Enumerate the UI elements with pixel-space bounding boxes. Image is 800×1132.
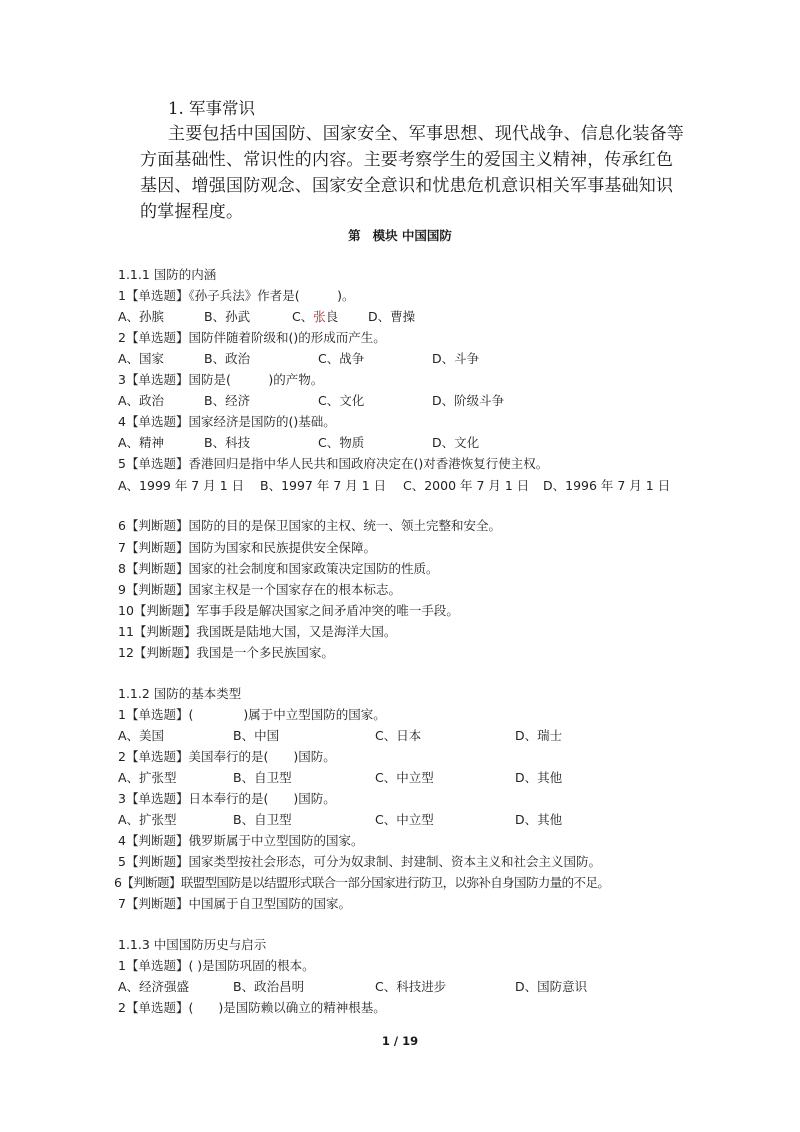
option-d: D、斗争 [432,351,480,366]
option-a: A、美国 [118,728,165,743]
judgment-question: 5【判断题】国家类型按社会形态，可分为奴隶制、封建制、资本主义和社会主义国防。 [118,854,601,869]
section-heading: 1.1.1 国防的内涵 [118,267,217,282]
judgment-question: 4【判断题】俄罗斯属于中立型国防的国家。 [118,833,364,848]
option-c: C、战争 [318,351,365,366]
option-b: B、政治 [204,351,251,366]
section-heading: 1.1.2 国防的基本类型 [118,686,242,701]
question-text: 3【单选题】日本奉行的是( )国防。 [118,791,336,806]
question-text: 3【单选题】国防是( )的产物。 [118,372,324,387]
question-text: 4【单选题】国家经济是国防的()基础。 [118,414,336,429]
option-c [292,307,338,327]
option-a: A、1999 年 7 月 1 日 [118,478,245,493]
module-title-prefix: 第 [348,228,361,243]
judgment-question: 6【判断题】国防的目的是保卫国家的主权、统一、领土完整和安全。 [118,518,501,533]
option-c-rest: 良 [325,309,339,324]
option-b: B、中国 [233,728,280,743]
option-a: A、扩张型 [118,770,177,785]
section-title: 1. 军事常识 [168,99,255,118]
option-d: D、阶级斗争 [432,393,505,408]
judgment-question: 9【判断题】国家主权是一个国家存在的根本标志。 [118,582,401,597]
judgment-question: 11【判断题】我国既是陆地大国，又是海洋大国。 [118,624,397,639]
question-text: 2【单选题】美国奉行的是( )国防。 [118,749,336,764]
option-c: C、日本 [375,728,422,743]
page-number: 1 / 19 [381,1034,419,1048]
option-c: C、文化 [318,393,365,408]
option-c: C、中立型 [375,770,434,785]
question-text: 5【单选题】香港回归是指中华人民共和国政府决定在()对香港恢复行使主权。 [118,456,549,471]
option-d: D、其他 [515,770,563,785]
question-text: 2【单选题】国防伴随着阶级和()的形成而产生。 [118,330,386,345]
question-text: 1【单选题】《孙子兵法》作者是( )。 [118,288,355,303]
judgment-question: 6【判断题】联盟型国防是以结盟形式联合一部分国家进行防卫，以弥补自身国防力量的不足。 [114,875,610,890]
module-title-suffix: 模块 中国国防 [372,228,452,243]
judgment-question: 7【判断题】国防为国家和民族提供安全保障。 [118,540,376,555]
question-text: 1【单选题】( )是国防巩固的根本。 [118,958,315,973]
option-d: D、国防意识 [515,979,588,994]
option-d: D、其他 [515,812,563,827]
section-heading: 1.1.3 中国国防历史与启示 [118,937,267,952]
option-a: A、扩张型 [118,812,177,827]
judgment-question: 7【判断题】中国属于自卫型国防的国家。 [118,896,351,911]
module-title [0,226,800,244]
option-b: B、自卫型 [233,812,292,827]
question-text: 2【单选题】( )是国防赖以确立的精神根基。 [118,1000,386,1015]
judgment-question: 12【判断题】我国是一个多民族国家。 [118,645,334,660]
option-a: A、孙膑 [118,309,165,324]
option-c: C、2000 年 7 月 1 日 [403,478,530,493]
question-text: 1【单选题】( )属于中立型国防的国家。 [118,707,386,722]
option-b: B、1997 年 7 月 1 日 [260,478,387,493]
option-a: A、精神 [118,435,165,450]
option-c: C、物质 [318,435,365,450]
option-b: B、自卫型 [233,770,292,785]
option-b: B、孙武 [204,309,251,324]
option-a: A、经济强盛 [118,979,190,994]
option-c: C、中立型 [375,812,434,827]
option-a: A、国家 [118,351,165,366]
option-d: D、文化 [432,435,480,450]
option-b: B、科技 [204,435,251,450]
judgment-question: 10【判断题】军事手段是解决国家之间矛盾冲突的唯一手段。 [118,603,459,618]
option-d: D、1996 年 7 月 1 日 [543,478,671,493]
option-b: B、政治昌明 [233,979,305,994]
option-a: A、政治 [118,393,165,408]
option-d: D、曹操 [368,309,416,324]
option-d: D、瑞士 [515,728,563,743]
option-c-red-char: 张 [313,309,326,324]
intro-paragraph: 主要包括中国国防、国家安全、军事思想、现代战争、信息化装备等方面基础性、常识性的内容。主要考察学生的爱国主义精神，传承红色基因、增强国防观念、国家安全意识和忧患危机意识相关军事基础知识的掌握程度。 [140,124,684,222]
option-c-prefix: C、 [292,309,314,324]
option-b: B、经济 [204,393,251,408]
judgment-question: 8【判断题】国家的社会制度和国家政策决定国防的性质。 [118,561,439,576]
option-c: C、科技进步 [375,979,447,994]
